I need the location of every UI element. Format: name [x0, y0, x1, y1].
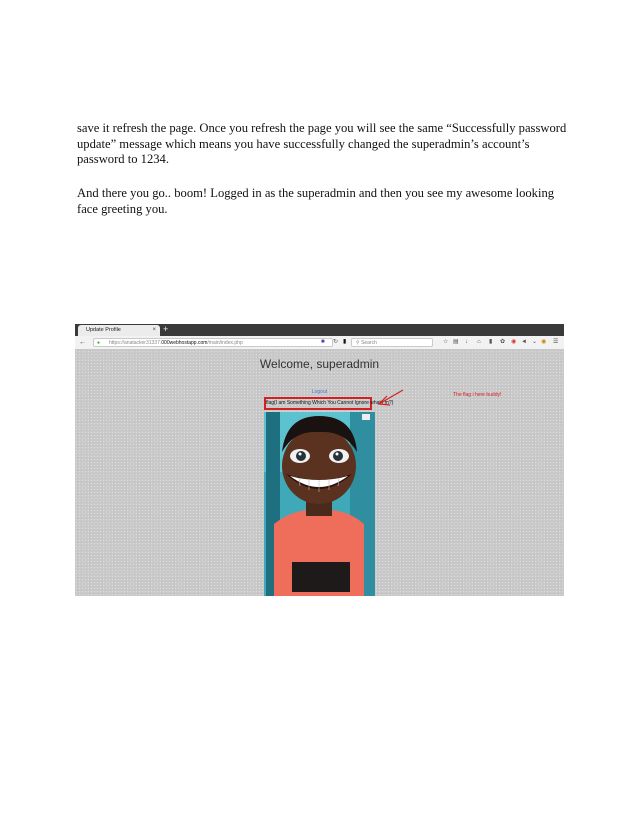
- sidebar-icon[interactable]: ◄: [521, 339, 527, 345]
- shield-icon[interactable]: ▮: [489, 339, 493, 345]
- extension-icon[interactable]: ◉: [511, 339, 517, 345]
- url-domain: 000webhostapp.com: [161, 340, 208, 346]
- browser-tab[interactable]: [78, 325, 160, 336]
- paragraph-1: save it refresh the page. Once you refresh the page you will see the same “Successfully password update” message which means you have successfully changed the superadmin’s account’s password to 1234.: [77, 121, 567, 166]
- embedded-browser-screenshot: [75, 324, 564, 596]
- url-path: /main/index.php: [207, 340, 243, 346]
- bookmark-star-icon[interactable]: ☆: [443, 339, 449, 345]
- annotation-arrow-icon: [373, 388, 455, 414]
- search-input[interactable]: ⚲ Search: [351, 338, 433, 347]
- annotation-note: The flag i here buddy!: [453, 392, 502, 398]
- page-content: [75, 350, 564, 596]
- welcome-heading: Welcome, superadmin: [259, 357, 380, 371]
- back-arrow-icon[interactable]: ←: [79, 339, 86, 346]
- pocket-icon[interactable]: ▮: [343, 339, 347, 345]
- browser-tab-bar: [75, 324, 564, 336]
- browser-nav-bar: [75, 336, 564, 350]
- dropdown-icon[interactable]: ⌄: [532, 339, 538, 345]
- url-bar[interactable]: [93, 338, 333, 347]
- tab-close-icon[interactable]: ×: [152, 327, 156, 333]
- url-prefix: https://anatacker31337.: [109, 340, 162, 346]
- addon-icon[interactable]: ◉: [541, 339, 547, 345]
- download-icon[interactable]: ↓: [465, 339, 468, 345]
- new-tab-button[interactable]: +: [163, 324, 169, 334]
- reader-view-icon[interactable]: ■: [321, 339, 325, 345]
- home-icon[interactable]: ⌂: [477, 339, 481, 345]
- tab-title: Update Profile: [86, 327, 121, 333]
- reload-icon[interactable]: ↻: [333, 339, 339, 345]
- profile-photo: [264, 412, 375, 596]
- profile-photo-image: [264, 412, 375, 596]
- logout-link[interactable]: Logout: [311, 389, 328, 395]
- sync-icon[interactable]: ✿: [500, 339, 506, 345]
- paragraph-2: And there you go.. boom! Logged in as the superadmin and then you see my awesome looking face greeting you.: [77, 186, 555, 216]
- lock-icon: ●: [97, 340, 101, 346]
- search-placeholder: Search: [361, 340, 377, 346]
- flag-highlight-box: flag{I am Something Which You Cannot Ignore what i m?}: [264, 397, 372, 410]
- menu-icon[interactable]: ☰: [553, 339, 559, 345]
- library-icon[interactable]: ▤: [453, 339, 459, 345]
